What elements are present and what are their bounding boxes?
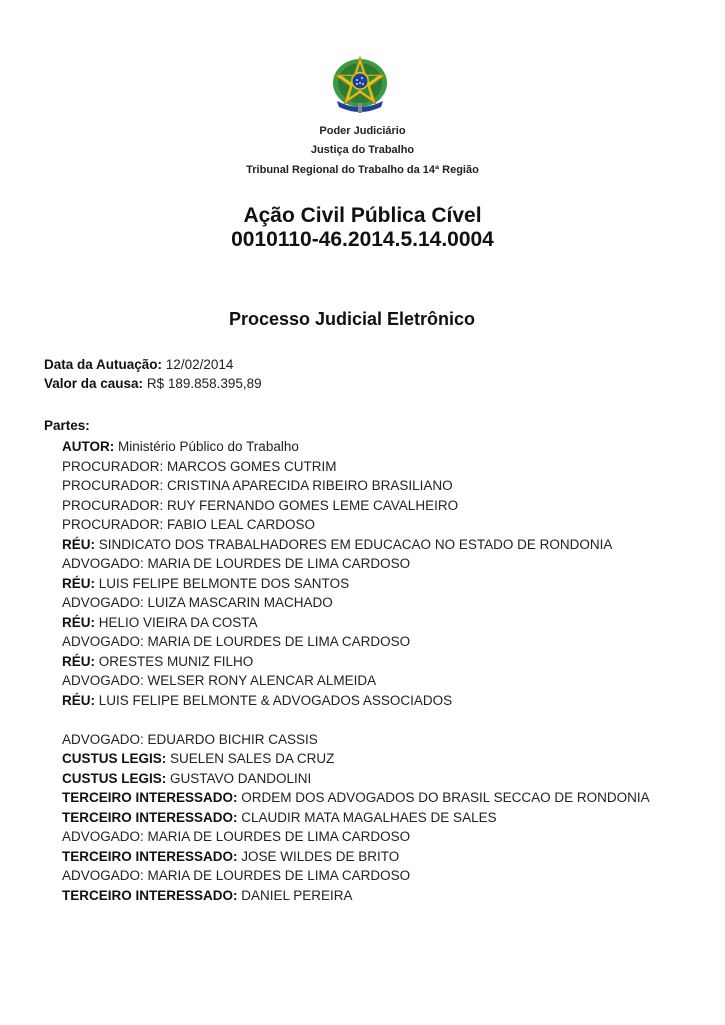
partes-label: Partes: (44, 418, 90, 433)
party-item (62, 574, 682, 594)
parties-list (62, 437, 682, 905)
party-role: AUTOR: (62, 439, 115, 454)
party-name: ORESTES MUNIZ FILHO (95, 653, 254, 669)
party-item (62, 437, 682, 457)
party-name: MARIA DE LOURDES DE LIMA CARDOSO (143, 634, 411, 649)
party-role: ADVOGADO: (62, 634, 144, 649)
party-item (62, 515, 682, 535)
party-name: HELIO VIEIRA DA COSTA (95, 614, 258, 630)
party-name: FABIO LEAL CARDOSO (163, 517, 316, 532)
party-role: PROCURADOR: (62, 497, 164, 513)
party-item (62, 476, 682, 496)
party-name: MARIA DE LOURDES DE LIMA CARDOSO (143, 556, 411, 571)
party-name: MARCOS GOMES CUTRIM (163, 458, 337, 474)
party-name: JOSE WILDES DE BRITO (237, 848, 400, 864)
party-item (62, 613, 682, 633)
document-class-title: Ação Civil Pública Cível (243, 204, 482, 227)
party-role: RÉU: (62, 614, 95, 630)
party-name: LUIS FELIPE BELMONTE & ADVOGADOS ASSOCIADOS (95, 692, 453, 708)
party-item (62, 457, 682, 477)
party-role: ADVOGADO: (62, 556, 144, 571)
party-item (62, 593, 682, 613)
party-role: ADVOGADO: (62, 673, 144, 688)
party-role: TERCEIRO INTERESSADO: (62, 790, 238, 805)
process-number: 0010110-46.2014.5.14.0004 (231, 228, 494, 251)
party-role: RÉU: (62, 653, 95, 669)
party-role: PROCURADOR: (62, 478, 164, 493)
autuacao-value: 12/02/2014 (165, 357, 234, 372)
party-item (62, 808, 682, 828)
party-role: RÉU: (62, 575, 95, 591)
party-name: SINDICATO DOS TRABALHADORES EM EDUCACAO NO ESTADO DE RONDONIA (95, 536, 613, 552)
party-name: MARIA DE LOURDES DE LIMA CARDOSO (143, 868, 411, 883)
party-item (62, 788, 682, 808)
header-line-justica-do-trabalho: Justiça do Trabalho (310, 144, 415, 156)
valor-label: Valor da causa: (44, 376, 144, 391)
valor-value: R$ 189.858.395,89 (146, 376, 262, 391)
party-role: ADVOGADO: (62, 829, 144, 844)
party-name: LUIS FELIPE BELMONTE DOS SANTOS (95, 575, 350, 591)
party-name: Ministério Público do Trabalho (114, 439, 299, 454)
party-item (62, 886, 682, 906)
party-item (62, 730, 682, 750)
party-role: CUSTUS LEGIS: (62, 751, 167, 766)
autuacao-row (44, 355, 233, 375)
party-role: TERCEIRO INTERESSADO: (62, 887, 238, 903)
party-role: RÉU: (62, 692, 95, 708)
party-role: TERCEIRO INTERESSADO: (62, 848, 238, 864)
subtitle-pje: Processo Judicial Eletrônico (228, 309, 476, 329)
party-item (62, 749, 682, 769)
party-role: ADVOGADO: (62, 731, 144, 747)
autuacao-label: Data da Autuação: (44, 357, 163, 372)
party-role: CUSTUS LEGIS: (62, 770, 167, 786)
party-name: GUSTAVO DANDOLINI (166, 770, 312, 786)
brazil-coat-of-arms-icon (327, 53, 393, 117)
party-name: CRISTINA APARECIDA RIBEIRO BRASILIANO (163, 478, 453, 493)
party-item (62, 847, 682, 867)
party-role: RÉU: (62, 536, 95, 552)
header-line-poder-judiciario: Poder Judiciário (319, 125, 406, 137)
party-name: SUELEN SALES DA CRUZ (166, 751, 335, 766)
party-name: EDUARDO BICHIR CASSIS (143, 731, 318, 747)
party-name: WELSER RONY ALENCAR ALMEIDA (143, 673, 377, 688)
party-name: RUY FERNANDO GOMES LEME CAVALHEIRO (163, 497, 459, 513)
party-name: ORDEM DOS ADVOGADOS DO BRASIL SECCAO DE RONDONIA (237, 790, 650, 805)
party-item (62, 671, 682, 691)
party-item (62, 496, 682, 516)
party-name: CLAUDIR MATA MAGALHAES DE SALES (237, 809, 497, 825)
party-name: MARIA DE LOURDES DE LIMA CARDOSO (143, 829, 411, 844)
party-role: PROCURADOR: (62, 517, 164, 532)
party-role: TERCEIRO INTERESSADO: (62, 809, 238, 825)
party-role: ADVOGADO: (62, 868, 144, 883)
party-item (62, 866, 682, 886)
party-name: DANIEL PEREIRA (237, 887, 353, 903)
party-name: LUIZA MASCARIN MACHADO (143, 595, 333, 610)
party-item (62, 691, 682, 711)
party-role: ADVOGADO: (62, 595, 144, 610)
party-item (62, 632, 682, 652)
party-item (62, 827, 682, 847)
party-role: PROCURADOR: (62, 458, 164, 474)
party-item (62, 554, 682, 574)
party-item (62, 652, 682, 672)
valor-row (44, 374, 262, 394)
party-item (62, 535, 682, 555)
header-line-tribunal: Tribunal Regional do Trabalho da 14ª Região (246, 164, 479, 176)
party-item (62, 769, 682, 789)
